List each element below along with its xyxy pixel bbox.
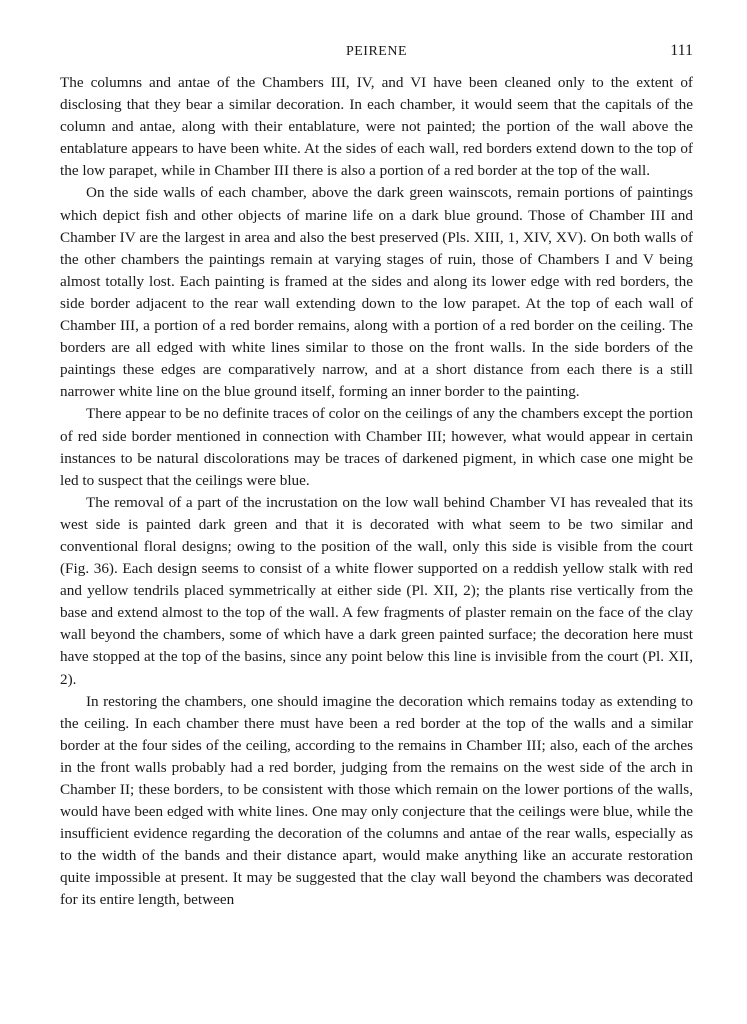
page-number: 111 [670, 42, 693, 59]
paragraph-5: In restoring the chambers, one should imagine the decoration which remains today as extending to the ceiling. In each chamber there must have been a red border at the top of the walls and a similar border at the four sides of the ceiling, according to the remains in Chamber III; also, each of the arches in the front walls probably had a red border, judging from the remains on the west side of the arch in Chamber II; these borders, to be consistent with those which remain on the lower portions of the walls, would have been edged with white lines. One may only conjecture that the ceilings were blue, while the insufficient evidence regarding the decoration of the columns and antae of the rear walls, especially as to the width of the bands and their distance apart, would make anything like an accurate restoration quite impossible at present. It may be suggested that the clay wall beyond the chambers was decorated for its entire length, between [60, 692, 693, 909]
paragraph-1: The columns and antae of the Chambers III, IV, and VI have been cleaned only to the extent of disclosing that they bear a similar decoration. In each chamber, it would seem that the capitals of the column and antae, along with their entablature, were not painted; the portion of the wall above the entablature appears to have been white. At the sides of each wall, red borders extend down to the top of the low parapet, while in Chamber III there is also a portion of a red border at the top of the wall. [60, 74, 693, 180]
paragraph-3: There appear to be no definite traces of color on the ceilings of any the chambers except the portion of red side border mentioned in connection with Chamber III; however, what would appear in certain instances to be natural discolorations may be traces of darkened pigment, in which case one might be led to suspect that the ceilings were blue. [60, 405, 693, 489]
paragraph-2: On the side walls of each chamber, above the dark green wainscots, remain portions of paintings which depict fish and other objects of marine life on a dark blue ground. Those of Chamber III and Chamber IV are the largest in area and also the best preserved (Pls. XIII, 1, XIV, XV). On both walls of the other chambers the paintings remain at varying stages of ruin, those of Chambers I and V being almost totally lost. Each painting is framed at the sides and along its lower edge with red borders, the side border adjacent to the rear wall extending down to the low parapet. At the top of each wall of Chamber III, a portion of a red border remains, along with a portion of a red border on the ceiling. The borders are all edged with white lines similar to those on the front walls. In the side borders of the paintings these edges are comparatively narrow, and at a short distance from each there is a still narrower white line on the blue ground itself, forming an inner border to the painting. [60, 184, 693, 401]
paragraph-4: The removal of a part of the incrustation on the low wall behind Chamber VI has revealed that its west side is painted dark green and that it is decorated with what seem to be two similar and conventional floral designs; owing to the position of the wall, only this side is visible from the court (Fig. 36). Each design seems to consist of a white flower supported on a reddish yellow stalk with red and yellow tendrils placed symmetrically at either side (Pl. XII, 2); the plants rise vertically from the base and extend almost to the top of the wall. A few fragments of plaster remain on the face of the clay wall beyond the chambers, some of which have a dark green painted surface; the decoration here must have stopped at the top of the basins, since any point below this line is invisible from the court (Pl. XII, 2). [60, 493, 693, 688]
body-text [60, 72, 693, 912]
running-head [60, 40, 693, 66]
page [60, 40, 693, 912]
running-title: PEIRENE [345, 44, 408, 59]
